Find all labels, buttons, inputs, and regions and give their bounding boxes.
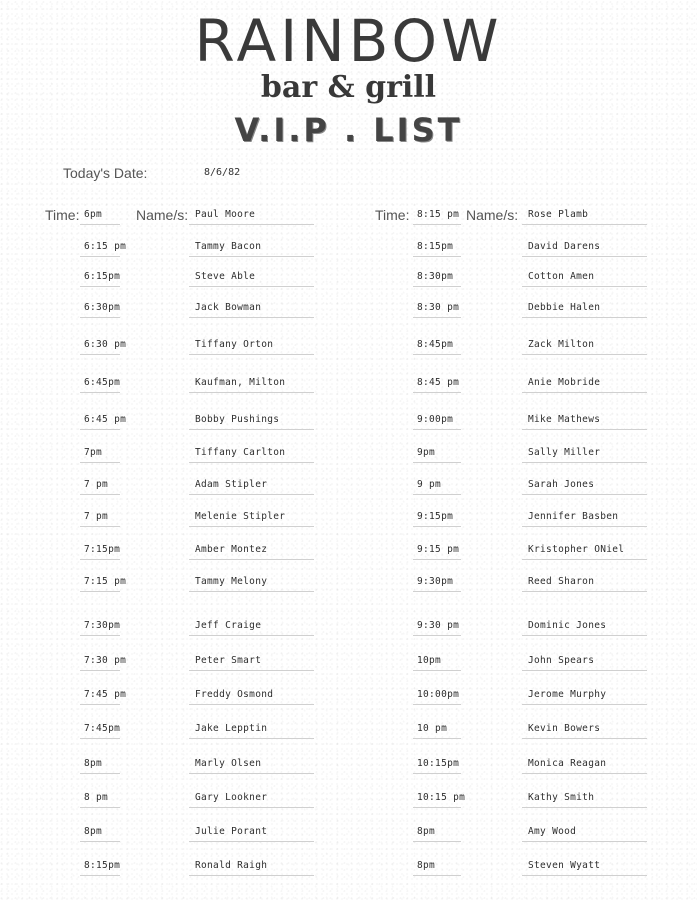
entry-time: 7:30pm (84, 620, 121, 631)
entry-time: 10:15 pm (417, 792, 466, 803)
name-underline (189, 462, 314, 463)
restaurant-title: RAINBOW (194, 7, 503, 75)
time-underline (413, 494, 461, 495)
time-underline (413, 635, 461, 636)
entry-name: Zack Milton (528, 339, 595, 350)
time-underline (80, 875, 120, 876)
time-underline (413, 286, 461, 287)
time-underline (80, 354, 120, 355)
entry-time: 7:30 pm (84, 655, 127, 666)
time-underline (413, 704, 461, 705)
time-underline (413, 875, 461, 876)
left-time-label: Time: (45, 207, 80, 223)
entry-name: Bobby Pushings (195, 414, 280, 425)
entry-name: Paul Moore (195, 209, 256, 220)
name-underline (189, 807, 314, 808)
entry-name: Freddy Osmond (195, 689, 274, 700)
entry-name: Marly Olsen (195, 758, 262, 769)
name-underline (522, 494, 647, 495)
name-underline (189, 704, 314, 705)
entry-name: Tiffany Orton (195, 339, 274, 350)
entry-time: 8 pm (84, 792, 109, 803)
entry-time: 8:15pm (417, 241, 454, 252)
entry-time: 7:45 pm (84, 689, 127, 700)
time-underline (80, 429, 120, 430)
time-underline (80, 224, 120, 225)
time-underline (413, 256, 461, 257)
entry-time: 6:45 pm (84, 414, 127, 425)
name-underline (522, 591, 647, 592)
right-time-label: Time: (375, 207, 410, 223)
entry-time: 9:30 pm (417, 620, 460, 631)
name-underline (522, 635, 647, 636)
name-underline (189, 670, 314, 671)
date-label: Today's Date: (63, 165, 148, 181)
name-underline (189, 591, 314, 592)
entry-time: 8pm (84, 826, 103, 837)
name-underline (189, 526, 314, 527)
name-underline (189, 773, 314, 774)
entry-time: 6:15pm (84, 271, 121, 282)
entry-name: Sarah Jones (528, 479, 595, 490)
time-underline (413, 807, 461, 808)
name-underline (522, 256, 647, 257)
time-underline (80, 256, 120, 257)
entry-time: 9:30pm (417, 576, 454, 587)
entry-time: 7 pm (84, 479, 109, 490)
time-underline (80, 559, 120, 560)
name-underline (189, 875, 314, 876)
entry-time: 8:30 pm (417, 302, 460, 313)
name-underline (522, 670, 647, 671)
entry-name: Debbie Halen (528, 302, 601, 313)
entry-time: 8pm (84, 758, 103, 769)
time-underline (80, 738, 120, 739)
entry-name: Jake Lepptin (195, 723, 268, 734)
time-underline (413, 354, 461, 355)
entry-name: Sally Miller (528, 447, 601, 458)
entry-time: 9:00pm (417, 414, 454, 425)
entry-time: 8pm (417, 860, 436, 871)
name-underline (189, 317, 314, 318)
name-underline (189, 738, 314, 739)
entry-name: Amy Wood (528, 826, 577, 837)
name-underline (522, 559, 647, 560)
name-underline (189, 392, 314, 393)
time-underline (80, 670, 120, 671)
entry-name: Amber Montez (195, 544, 268, 555)
entry-name: Mike Mathews (528, 414, 601, 425)
name-underline (189, 559, 314, 560)
date-value: 8/6/82 (204, 167, 241, 178)
entry-time: 6pm (84, 209, 103, 220)
entry-name: Peter Smart (195, 655, 262, 666)
name-underline (189, 429, 314, 430)
name-underline (522, 317, 647, 318)
entry-time: 8pm (417, 826, 436, 837)
name-underline (522, 807, 647, 808)
entry-name: Jerome Murphy (528, 689, 607, 700)
time-underline (80, 526, 120, 527)
time-underline (413, 526, 461, 527)
time-underline (413, 559, 461, 560)
name-underline (522, 392, 647, 393)
name-underline (522, 773, 647, 774)
restaurant-subtitle: bar & grill (260, 70, 437, 105)
entry-name: Adam Stipler (195, 479, 268, 490)
name-underline (189, 635, 314, 636)
entry-time: 8:45pm (417, 339, 454, 350)
name-underline (522, 286, 647, 287)
entry-name: Anie Mobride (528, 377, 601, 388)
entry-time: 9pm (417, 447, 436, 458)
name-underline (522, 738, 647, 739)
entry-name: Jack Bowman (195, 302, 262, 313)
name-underline (522, 429, 647, 430)
entry-time: 7pm (84, 447, 103, 458)
entry-name: Julie Porant (195, 826, 268, 837)
name-underline (522, 841, 647, 842)
time-underline (80, 704, 120, 705)
entry-time: 7 pm (84, 511, 109, 522)
entry-name: Reed Sharon (528, 576, 595, 587)
name-underline (522, 354, 647, 355)
entry-name: Kevin Bowers (528, 723, 601, 734)
entry-time: 6:30pm (84, 302, 121, 313)
time-underline (80, 494, 120, 495)
name-underline (189, 841, 314, 842)
entry-name: Melenie Stipler (195, 511, 286, 522)
time-underline (413, 392, 461, 393)
name-underline (522, 526, 647, 527)
entry-name: Tiffany Carlton (195, 447, 286, 458)
entry-name: Jeff Craige (195, 620, 262, 631)
time-underline (413, 429, 461, 430)
time-underline (80, 317, 120, 318)
name-underline (189, 354, 314, 355)
time-underline (80, 773, 120, 774)
entry-time: 9 pm (417, 479, 442, 490)
entry-name: Monica Reagan (528, 758, 607, 769)
name-underline (522, 224, 647, 225)
entry-name: John Spears (528, 655, 595, 666)
name-underline (522, 875, 647, 876)
entry-time: 10:15pm (417, 758, 460, 769)
entry-time: 7:15pm (84, 544, 121, 555)
entry-time: 10pm (417, 655, 442, 666)
entry-time: 7:15 pm (84, 576, 127, 587)
entry-name: Steven Wyatt (528, 860, 601, 871)
time-underline (80, 841, 120, 842)
time-underline (413, 773, 461, 774)
time-underline (80, 635, 120, 636)
time-underline (80, 286, 120, 287)
time-underline (80, 462, 120, 463)
entry-name: Kaufman, Milton (195, 377, 286, 388)
entry-time: 9:15 pm (417, 544, 460, 555)
time-underline (413, 738, 461, 739)
entry-time: 6:15 pm (84, 241, 127, 252)
name-underline (522, 462, 647, 463)
entry-name: Jennifer Basben (528, 511, 619, 522)
name-underline (189, 256, 314, 257)
entry-time: 8:15pm (84, 860, 121, 871)
entry-time: 8:30pm (417, 271, 454, 282)
entry-name: Gary Lookner (195, 792, 268, 803)
entry-name: Steve Able (195, 271, 256, 282)
entry-time: 7:45pm (84, 723, 121, 734)
time-underline (80, 591, 120, 592)
entry-name: Tammy Melony (195, 576, 268, 587)
entry-time: 10 pm (417, 723, 448, 734)
entry-name: David Darens (528, 241, 601, 252)
time-underline (80, 392, 120, 393)
time-underline (413, 462, 461, 463)
time-underline (413, 224, 461, 225)
entry-time: 8:45 pm (417, 377, 460, 388)
time-underline (413, 591, 461, 592)
time-underline (413, 841, 461, 842)
entry-name: Ronald Raigh (195, 860, 268, 871)
entry-time: 10:00pm (417, 689, 460, 700)
name-underline (522, 704, 647, 705)
entry-name: Kristopher ONiel (528, 544, 625, 555)
vip-list-title: V.I.P . LIST (234, 111, 463, 149)
entry-name: Cotton Amen (528, 271, 595, 282)
entry-time: 8:15 pm (417, 209, 460, 220)
entry-name: Rose Plamb (528, 209, 589, 220)
name-underline (189, 286, 314, 287)
entry-time: 6:30 pm (84, 339, 127, 350)
entry-name: Dominic Jones (528, 620, 607, 631)
time-underline (413, 670, 461, 671)
name-underline (189, 224, 314, 225)
name-underline (189, 494, 314, 495)
right-names-label: Name/s: (466, 207, 519, 223)
entry-name: Kathy Smith (528, 792, 595, 803)
entry-name: Tammy Bacon (195, 241, 262, 252)
time-underline (80, 807, 120, 808)
entry-time: 9:15pm (417, 511, 454, 522)
left-names-label: Name/s: (136, 207, 189, 223)
time-underline (413, 317, 461, 318)
entry-time: 6:45pm (84, 377, 121, 388)
